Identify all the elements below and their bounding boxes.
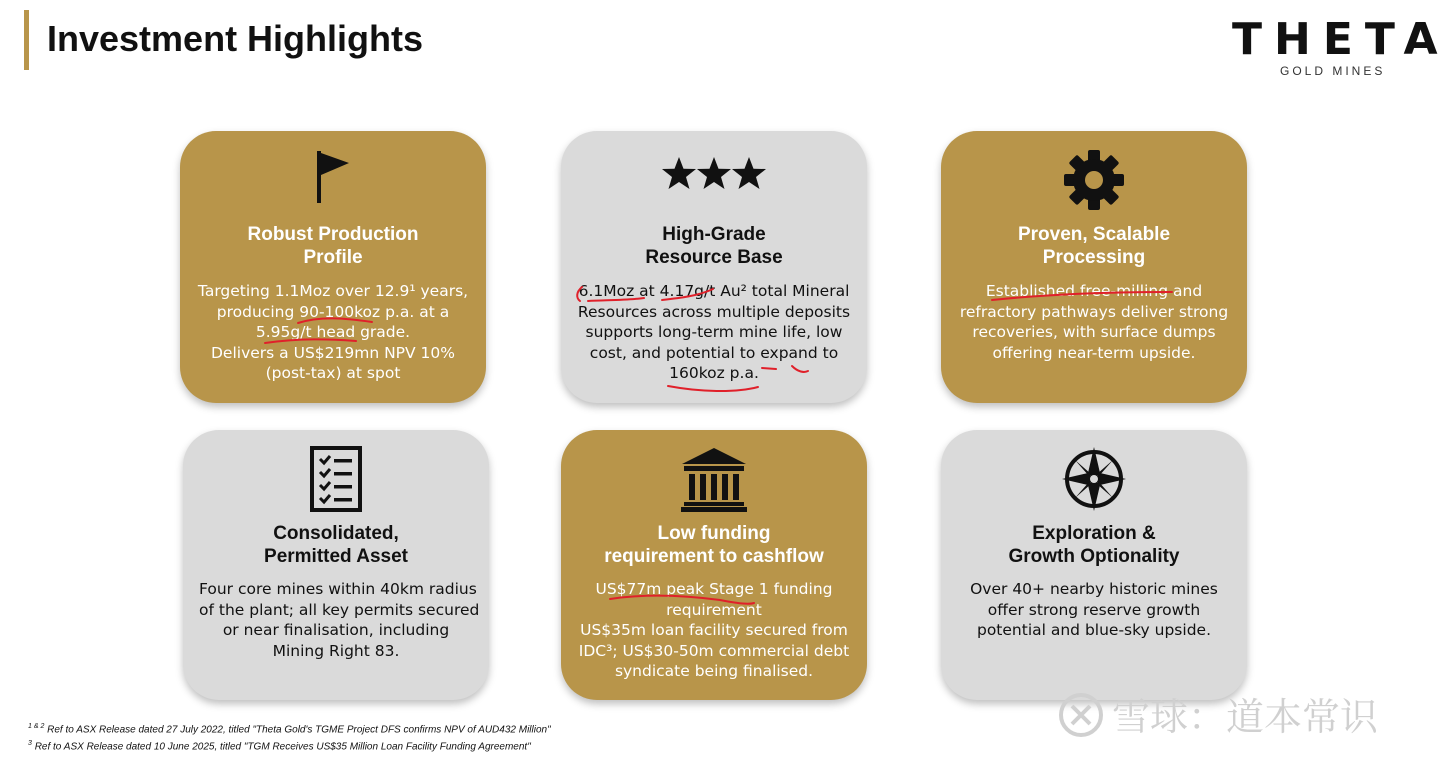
card-body: Four core mines within 40km radius of the plant; all key permits secured or near finalisation, including Mining Right 83.	[199, 580, 480, 660]
card-body: 6.1Moz at 4.17g/t Au² total Mineral Resources across multiple deposits supports long-term mine life, low cost, and potential to expand to 160koz p.a.	[577, 282, 851, 382]
footnote-2: $^3$ Ref to ASX Release dated 10 June 2025, titled "TGM Receives US$35 Million Loan Facility Funding Agreement"	[28, 740, 531, 753]
card-robust-production	[180, 131, 486, 403]
card-high-grade	[561, 131, 867, 403]
compass-icon	[1061, 446, 1127, 517]
logo-word: THETA	[1232, 14, 1450, 65]
page-title: Investment Highlights	[47, 18, 424, 59]
theta-logo	[1232, 14, 1450, 82]
card-title: Proven, Scalable Processing	[1017, 224, 1171, 268]
card-title: High-Grade Resource Base	[645, 224, 783, 268]
card-title: Consolidated, Permitted Asset	[264, 523, 408, 567]
three-stars-icon	[662, 155, 766, 200]
title-accent-bar	[24, 10, 29, 70]
snowball-logo-icon	[1058, 692, 1104, 747]
card-title: Exploration & Growth Optionality	[1008, 523, 1180, 567]
footnote-1: $^{1 \& 2}$ Ref to ASX Release dated 27 July 2022, titled "Theta Gold's TGME Project DFS confirms NPV of AUD432 Million"	[28, 723, 551, 736]
card-consolidated-asset	[183, 430, 489, 700]
card-body: Over 40+ nearby historic mines offer strong reserve growth potential and blue-sky upside.	[970, 580, 1218, 639]
card-title: Robust Production Profile	[247, 224, 419, 268]
bank-icon	[680, 446, 748, 517]
watermark-text: 雪球：道本常识	[1112, 695, 1379, 739]
logo-subtitle: GOLD MINES	[1280, 64, 1386, 78]
card-exploration	[941, 430, 1247, 700]
gear-icon	[1063, 149, 1125, 216]
card-proven-processing	[941, 131, 1247, 403]
watermark	[1058, 686, 1378, 747]
card-body: Established free-milling and refractory pathways deliver strong recoveries, with surface dumps offering near-term upside.	[959, 282, 1229, 362]
flag-icon	[311, 149, 355, 210]
card-low-funding	[561, 430, 867, 700]
card-body: US$77m peak Stage 1 funding requirement US$35m loan facility secured from IDC³; US$30-50m commercial debt syndicate being finalised.	[578, 580, 850, 680]
footnotes	[28, 720, 551, 755]
card-title: Low funding requirement to cashflow	[604, 523, 824, 567]
card-body: Targeting 1.1Moz over 12.9¹ years, producing 90-100koz p.a. at a 5.95g/t head grade. Delivers a US$219mn NPV 10% (post-tax) at spot	[197, 282, 469, 382]
checklist-icon	[310, 446, 362, 517]
